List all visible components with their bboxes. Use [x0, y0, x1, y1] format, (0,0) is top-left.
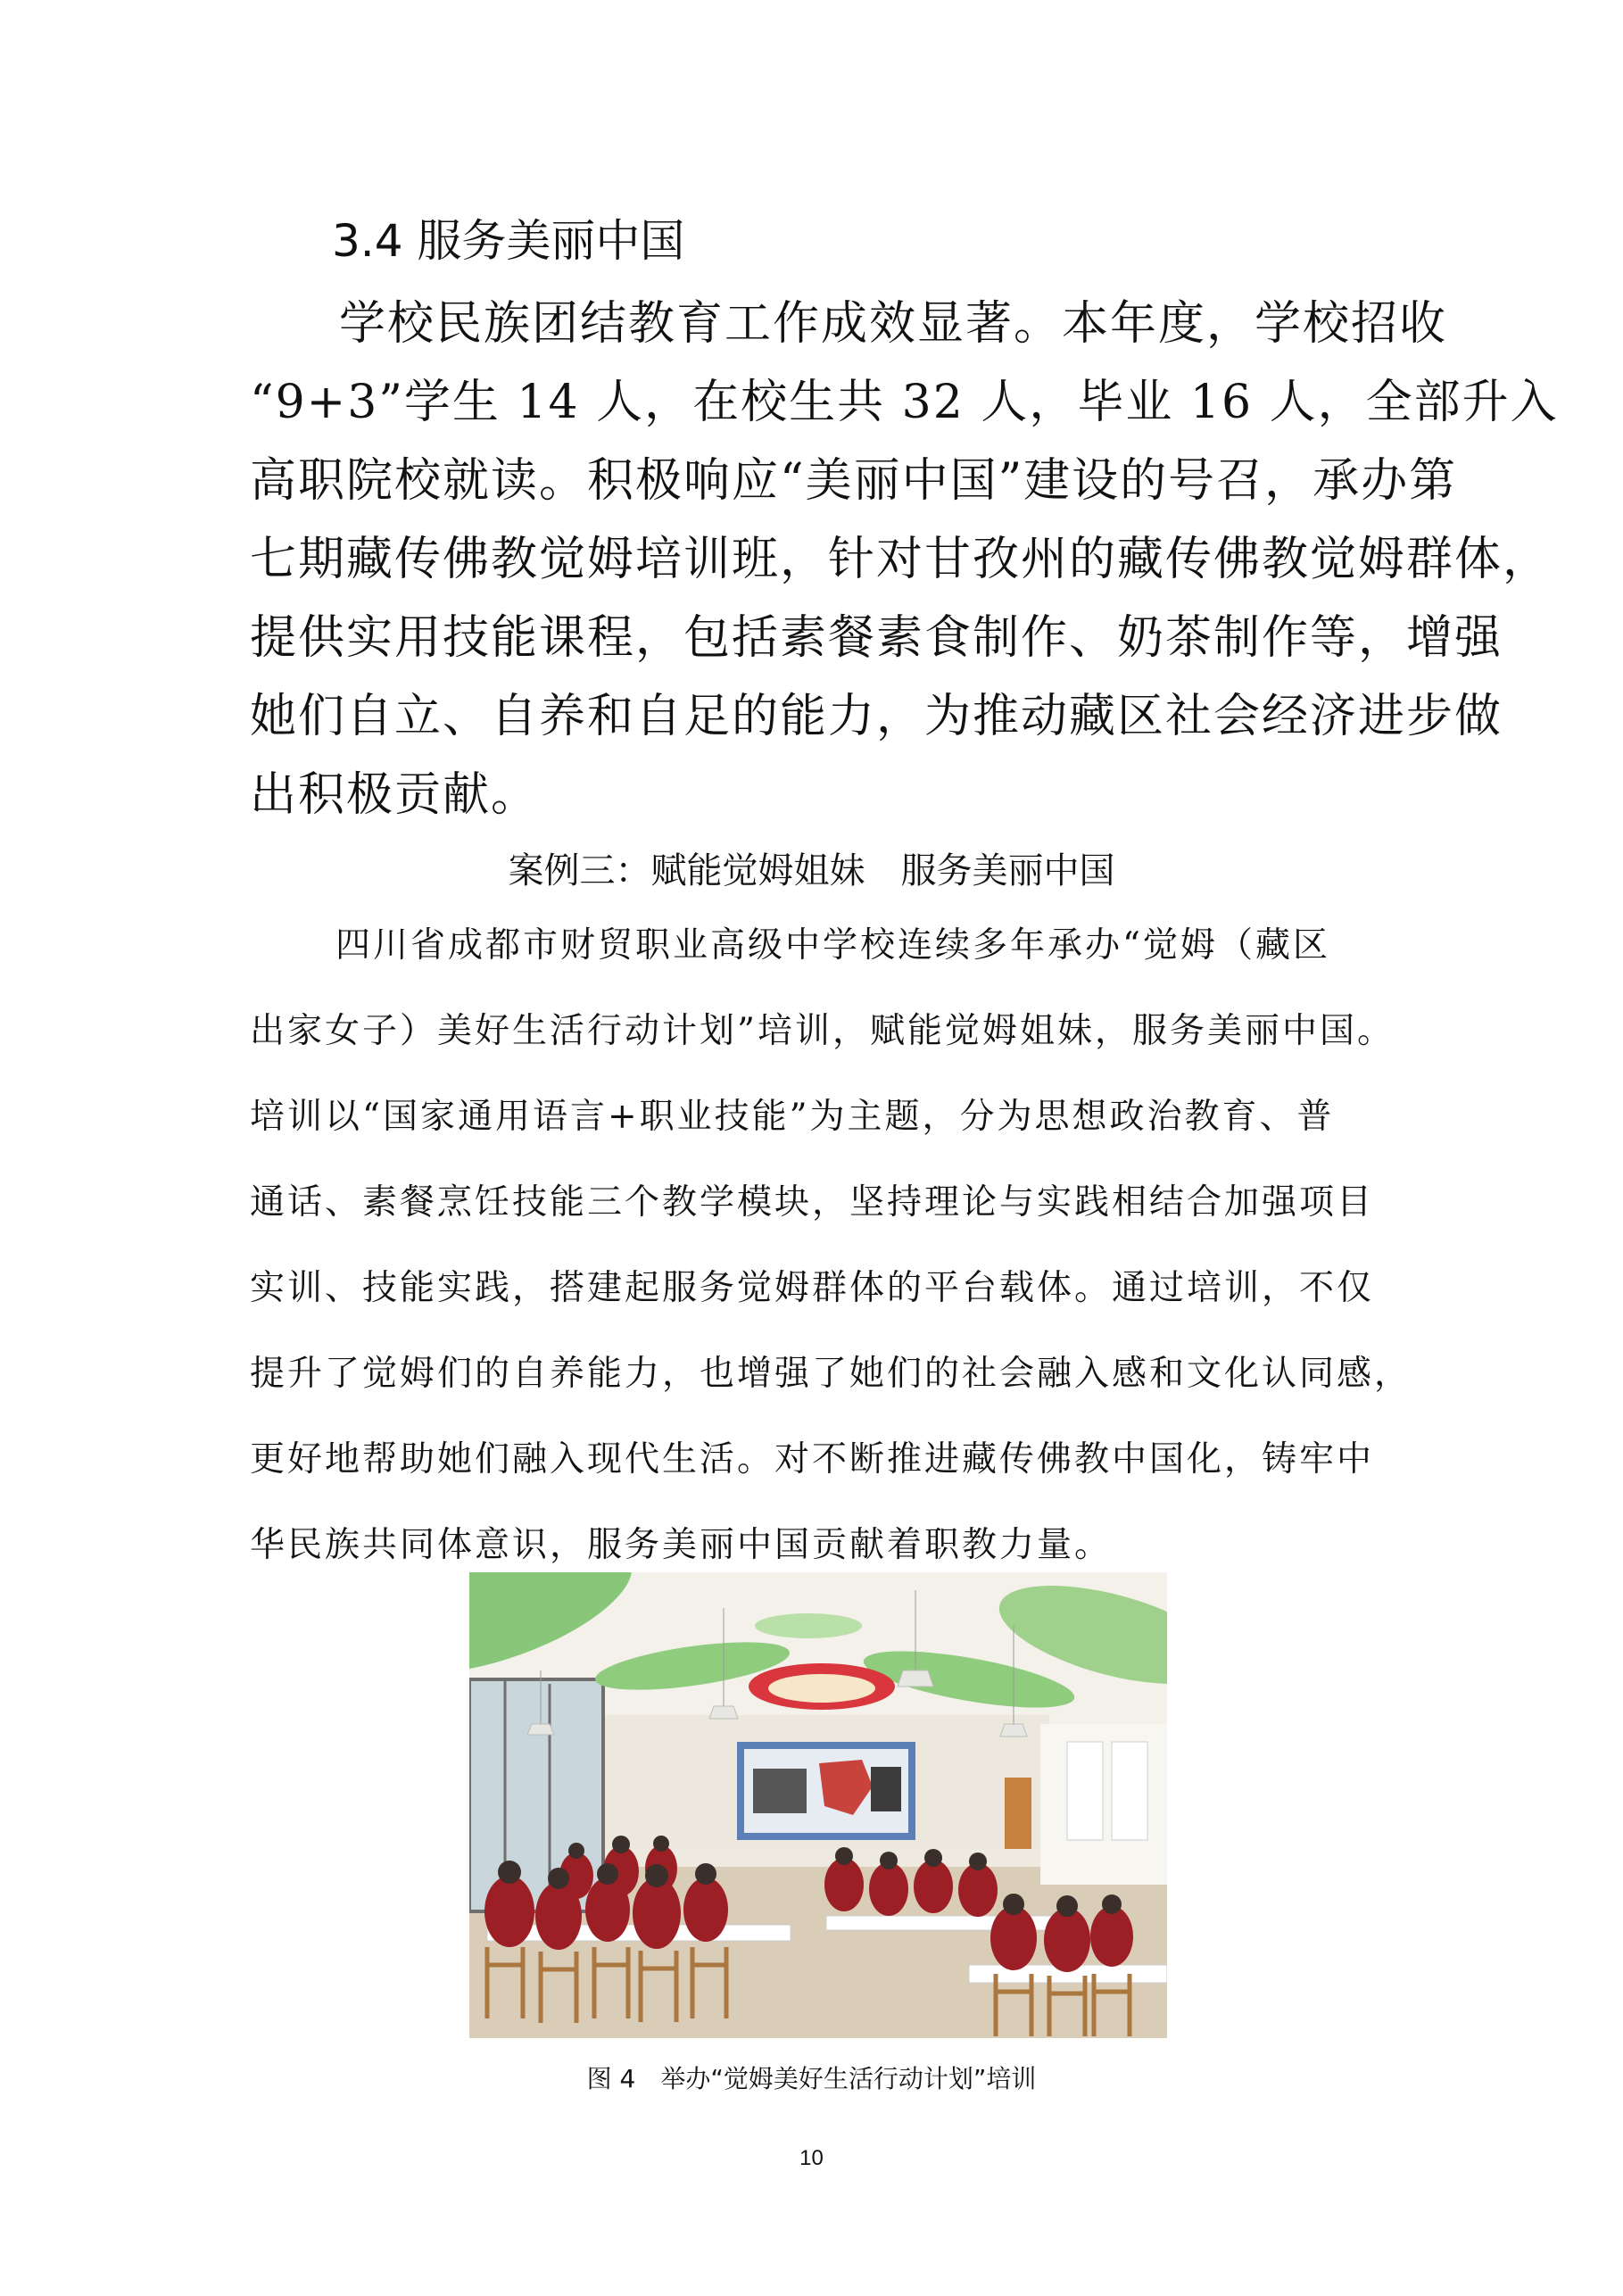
training-classroom-photo	[469, 1572, 1167, 2038]
case-line: 出家女子）美好生活行动计划”培训，赋能觉姆姐妹，服务美丽中国。	[250, 1011, 1395, 1051]
paragraph-line: 七期藏传佛教觉姆培训班，针对甘孜州的藏传佛教觉姆群体，	[250, 533, 1552, 586]
paragraph-line: 提供实用技能课程，包括素餐素食制作、奶茶制作等，增强	[250, 611, 1503, 665]
paragraph-line: 学校民族团结教育工作成效显著。本年度，学校招收	[339, 297, 1448, 351]
paragraph-line: 高职院校就读。积极响应“美丽中国”建设的号召，承办第	[250, 454, 1458, 508]
case-line: 四川省成都市财贸职业高级中学校连续多年承办“觉姆（藏区	[335, 925, 1330, 966]
paragraph-line: 出积极贡献。	[250, 768, 540, 822]
case-line: 通话、素餐烹饪技能三个教学模块，坚持理论与实践相结合加强项目	[250, 1182, 1375, 1223]
section-heading: 3.4 服务美丽中国	[332, 215, 685, 267]
case-line: 华民族共同体意识，服务美丽中国贡献着职教力量。	[250, 1525, 1113, 1565]
case-title: 案例三：赋能觉姆姐妹 服务美丽中国	[508, 850, 1115, 891]
paragraph-line: “9+3”学生 14 人，在校生共 32 人，毕业 16 人，全部升入	[250, 376, 1559, 429]
page-number: 10	[799, 2146, 824, 2170]
figure-caption: 图 4 举办“觉姆美好生活行动计划”培训	[586, 2064, 1037, 2093]
case-line: 更好地帮助她们融入现代生活。对不断推进藏传佛教中国化，铸牢中	[250, 1439, 1375, 1480]
case-line: 提升了觉姆们的自养能力，也增强了她们的社会融入感和文化认同感，	[250, 1354, 1412, 1394]
case-line: 培训以“国家通用语言+职业技能”为主题，分为思想政治教育、普	[250, 1097, 1335, 1137]
paragraph-line: 她们自立、自养和自足的能力，为推动藏区社会经济进步做	[250, 690, 1503, 743]
case-line: 实训、技能实践，搭建起服务觉姆群体的平台载体。通过培训，不仅	[250, 1268, 1375, 1308]
